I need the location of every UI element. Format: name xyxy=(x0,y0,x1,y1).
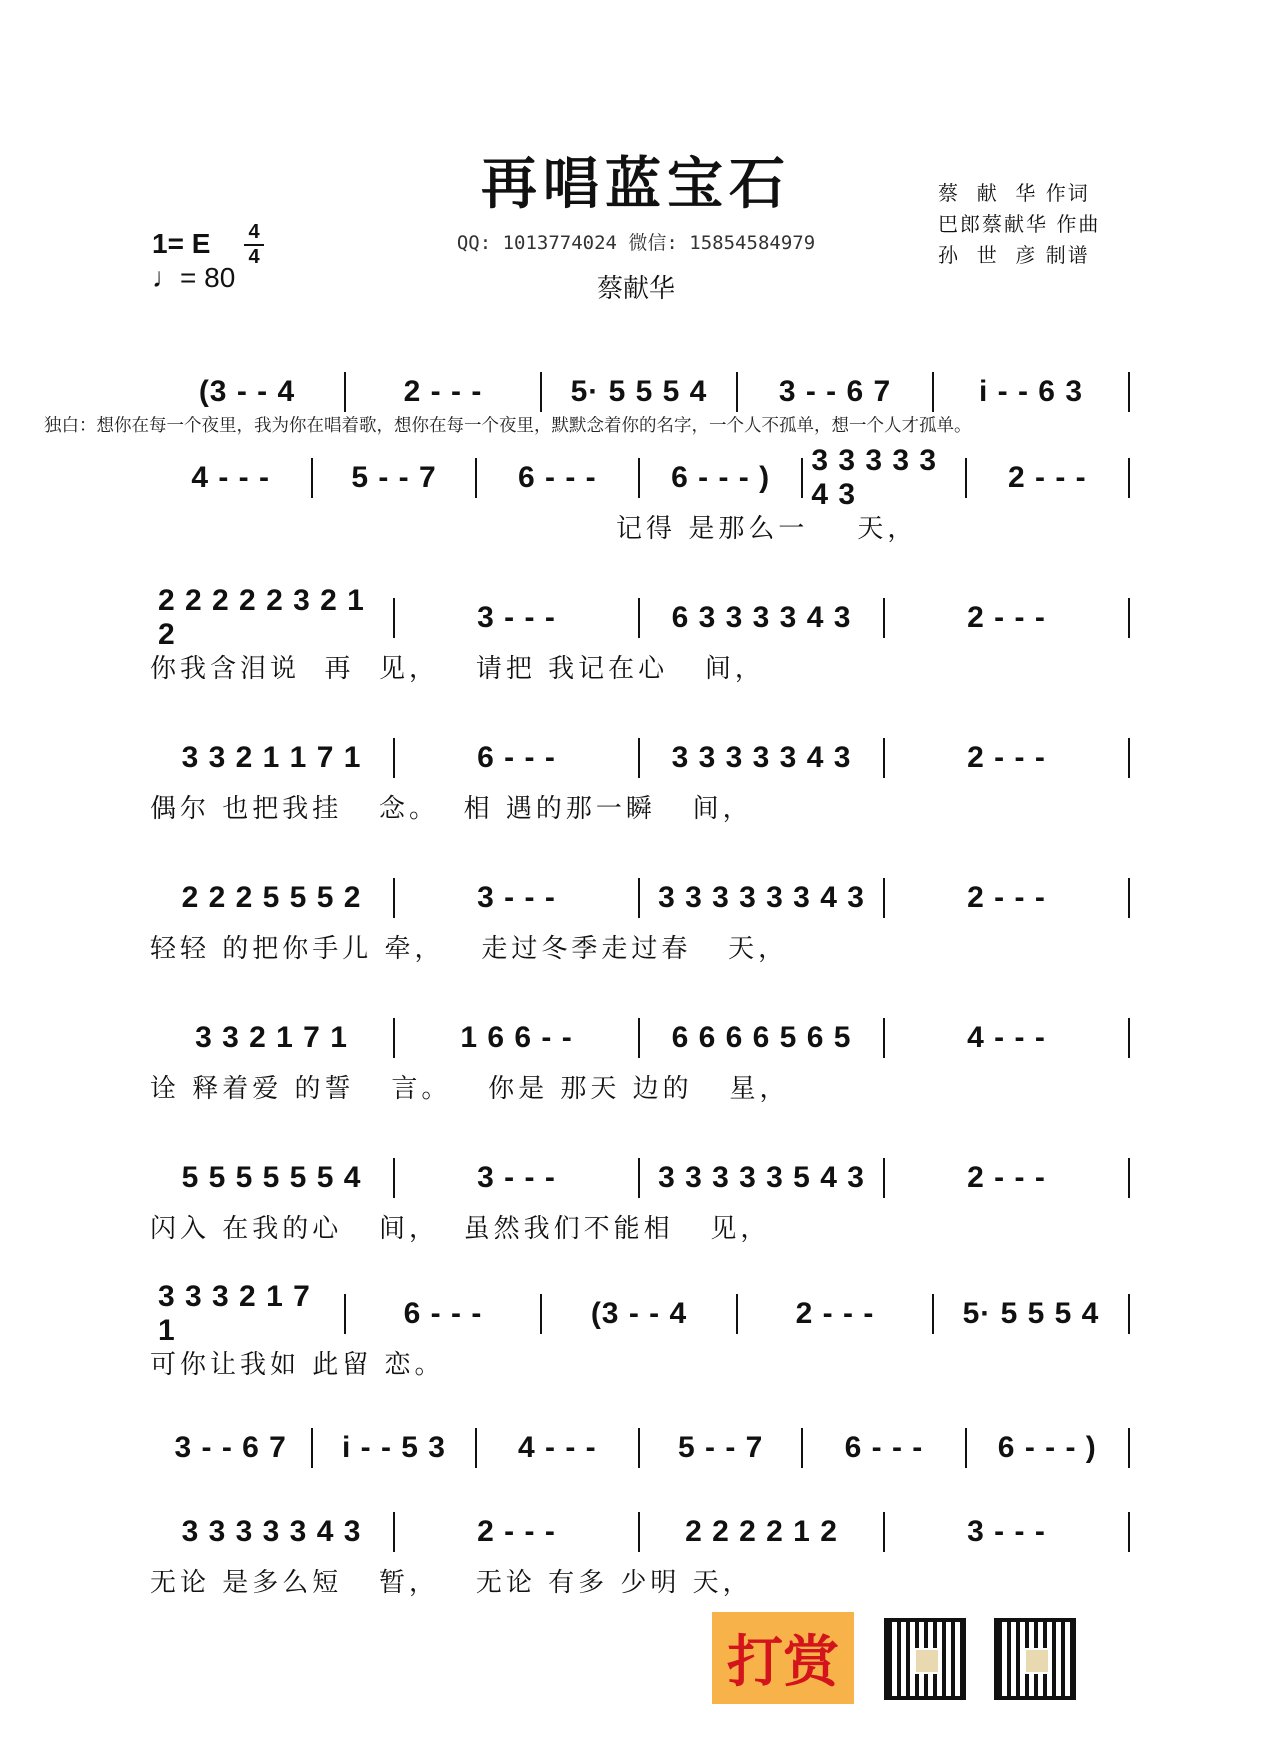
measure xyxy=(640,598,885,638)
score-system xyxy=(150,444,1130,544)
tip-badge[interactable]: 打赏 xyxy=(712,1612,854,1704)
measure-notes: 2 - - - xyxy=(403,375,483,408)
measure xyxy=(640,1512,885,1552)
measure xyxy=(346,1294,542,1334)
measure-notes: (3 - - 4 xyxy=(590,1297,688,1330)
notation-row xyxy=(150,1158,1130,1198)
score-system xyxy=(150,1158,1130,1244)
measure xyxy=(803,444,966,511)
measure xyxy=(885,1512,1130,1552)
notation-row xyxy=(150,738,1130,778)
measure-notes: 6 - - - ) xyxy=(671,461,771,494)
measure-notes: 2 2 2 2 1 2 xyxy=(685,1515,838,1548)
measure xyxy=(150,878,395,918)
measure xyxy=(150,738,395,778)
score-system xyxy=(150,1280,1130,1380)
measure-notes: 3 3 3 2 1 7 1 xyxy=(158,1280,311,1347)
measure-notes: 5· 5 5 5 4 xyxy=(962,1297,1100,1330)
measure xyxy=(477,458,640,498)
measure-notes: 3 - - 6 7 xyxy=(174,1431,287,1464)
measure-notes: 2 - - - xyxy=(477,1515,556,1548)
measure-notes: 6 6 6 6 5 6 5 xyxy=(671,1021,852,1054)
score-system xyxy=(150,372,1130,412)
measure-notes: 2 2 2 2 2 3 2 1 2 xyxy=(158,584,365,651)
key-signature: 1= E xyxy=(152,228,211,259)
notation-row xyxy=(150,372,1130,412)
measure xyxy=(885,738,1130,778)
measure xyxy=(967,1428,1130,1468)
notation-row xyxy=(150,584,1130,651)
measure-notes: 2 - - - xyxy=(967,1161,1046,1194)
measure-notes: 3 - - - xyxy=(477,1161,556,1194)
measure-notes: (3 - - 4 xyxy=(198,375,296,408)
composer-credit: 巴郎蔡献华 作曲 xyxy=(938,212,1101,236)
lyrics-line: 轻轻 的把你手儿 牵， 走过冬季走过春 天， xyxy=(150,934,789,964)
measure-notes: 1 6 6 - - xyxy=(460,1021,573,1054)
measure-notes: i - - 5 3 xyxy=(341,1431,446,1464)
measure xyxy=(885,1018,1130,1058)
measure-notes: 3 3 2 1 7 1 xyxy=(195,1021,348,1054)
time-denominator: 4 xyxy=(248,246,260,268)
measure-notes: 6 - - - xyxy=(844,1431,924,1464)
singer-name: 蔡献华 xyxy=(596,274,675,304)
monologue-text: 独白：想你在每一个夜里，我为你在唱着歌，想你在每一个夜里，默默念着你的名字，一个人不孤单，想一个人才孤单。 xyxy=(44,416,972,436)
measure-notes: 4 - - - xyxy=(967,1021,1046,1054)
measure-notes: 2 - - - xyxy=(967,741,1046,774)
measure-notes: 5 - - 7 xyxy=(351,461,437,494)
measure xyxy=(640,1428,803,1468)
measure xyxy=(738,1294,934,1334)
measure-notes: 6 - - - xyxy=(517,461,597,494)
measure xyxy=(395,1158,640,1198)
measure xyxy=(346,372,542,412)
notation-row xyxy=(150,1512,1130,1552)
measure-notes: 3 3 3 3 3 4 3 xyxy=(671,741,852,774)
score-system xyxy=(150,1018,1130,1104)
measure-notes: 3 - - - xyxy=(967,1515,1046,1548)
measure xyxy=(803,1428,966,1468)
lyricist-credit: 蔡 献 华 作词 xyxy=(938,181,1090,205)
tempo-marking: ♩= 80 xyxy=(152,262,236,293)
credits xyxy=(938,178,1100,271)
measure-notes: i - - 6 3 xyxy=(978,375,1084,408)
measure xyxy=(150,1158,395,1198)
score-system xyxy=(150,584,1130,684)
measure xyxy=(934,1294,1130,1334)
measure xyxy=(640,458,803,498)
measure-notes: 5· 5 5 5 4 xyxy=(570,375,708,408)
measure-notes: 3 - - - xyxy=(477,601,556,634)
measure xyxy=(150,1428,313,1468)
lyrics-line: 闪入 在我的心 间， 虽然我们不能相 见， xyxy=(150,1214,771,1244)
measure xyxy=(885,878,1130,918)
lyrics-line: 偶尔 也把我挂 念。 相 遇的那一瞬 间， xyxy=(150,794,753,824)
measure-notes: 3 - - 6 7 xyxy=(778,375,892,408)
measure xyxy=(313,458,476,498)
measure-notes: 5 - - 7 xyxy=(677,1431,764,1464)
score-system xyxy=(150,738,1130,824)
time-signature xyxy=(244,222,264,268)
measure xyxy=(150,458,313,498)
measure-notes: 6 - - - ) xyxy=(997,1431,1097,1464)
measure xyxy=(885,598,1130,638)
measure-notes: 6 - - - xyxy=(403,1297,483,1330)
song-title: 再唱蓝宝石 xyxy=(481,151,791,217)
qr-code-wechat xyxy=(884,1618,966,1700)
measure-notes: 3 - - - xyxy=(477,881,556,914)
measure-notes: 3 3 3 3 3 3 4 3 xyxy=(658,881,865,914)
measure-notes: 4 - - - xyxy=(517,1431,597,1464)
notation-row xyxy=(150,878,1130,918)
measure-notes: 6 - - - xyxy=(477,741,556,774)
measure xyxy=(640,878,885,918)
measure-notes: 2 - - - xyxy=(795,1297,875,1330)
measure xyxy=(885,1158,1130,1198)
notation-row xyxy=(150,1280,1130,1347)
time-numerator: 4 xyxy=(248,221,260,243)
score-system xyxy=(150,1512,1130,1598)
measure xyxy=(738,372,934,412)
measure-notes: 2 - - - xyxy=(967,601,1046,634)
measure xyxy=(150,584,395,651)
lyrics-line: 你我含泪说 再 见， 请把 我记在心 间， xyxy=(150,654,765,684)
measure xyxy=(934,372,1130,412)
transcriber-credit: 孙 世 彦 制谱 xyxy=(938,243,1090,267)
measure-notes: 4 - - - xyxy=(191,461,270,494)
lyrics-line: 无论 是多么短 暂， 无论 有多 少明 天， xyxy=(150,1568,753,1598)
measure xyxy=(395,598,640,638)
qr-code-alipay xyxy=(994,1618,1076,1700)
measure-notes: 2 - - - xyxy=(967,881,1046,914)
measure xyxy=(640,1158,885,1198)
measure xyxy=(395,878,640,918)
lyrics-line: 记得 是那么一 天， xyxy=(150,514,918,544)
contact-info: QQ: 1013774024 微信: 15854584979 xyxy=(456,232,816,254)
measure xyxy=(150,1512,395,1552)
measure xyxy=(967,458,1130,498)
measure xyxy=(150,1018,395,1058)
measure-notes: 5 5 5 5 5 5 4 xyxy=(181,1161,362,1194)
measure-notes: 6 3 3 3 3 4 3 xyxy=(671,601,852,634)
measure xyxy=(542,1294,738,1334)
measure-notes: 3 3 2 1 1 7 1 xyxy=(181,741,362,774)
measure-notes: 3 3 3 3 3 4 3 xyxy=(181,1515,362,1548)
score-system xyxy=(150,878,1130,964)
score-system xyxy=(150,1428,1130,1468)
notation-row xyxy=(150,1428,1130,1468)
lyrics-line: 可你让我如 此留 恋。 xyxy=(150,1350,445,1380)
measure-notes: 2 2 2 5 5 5 2 xyxy=(181,881,362,914)
notation-row xyxy=(150,1018,1130,1058)
measure xyxy=(640,1018,885,1058)
measure xyxy=(150,372,346,412)
measure xyxy=(313,1428,476,1468)
lyrics-line: 诠 释着爱 的誓 言。 你是 那天 边的 星， xyxy=(150,1074,790,1104)
measure xyxy=(477,1428,640,1468)
measure xyxy=(150,1280,346,1347)
measure xyxy=(542,372,738,412)
measure-notes: 2 - - - xyxy=(1007,461,1087,494)
measure-notes: 3 3 3 3 3 4 3 xyxy=(811,444,938,511)
measure-notes: 3 3 3 3 3 5 4 3 xyxy=(658,1161,865,1194)
measure xyxy=(395,1018,640,1058)
notation-row xyxy=(150,444,1130,511)
measure xyxy=(640,738,885,778)
measure xyxy=(395,738,640,778)
measure xyxy=(395,1512,640,1552)
